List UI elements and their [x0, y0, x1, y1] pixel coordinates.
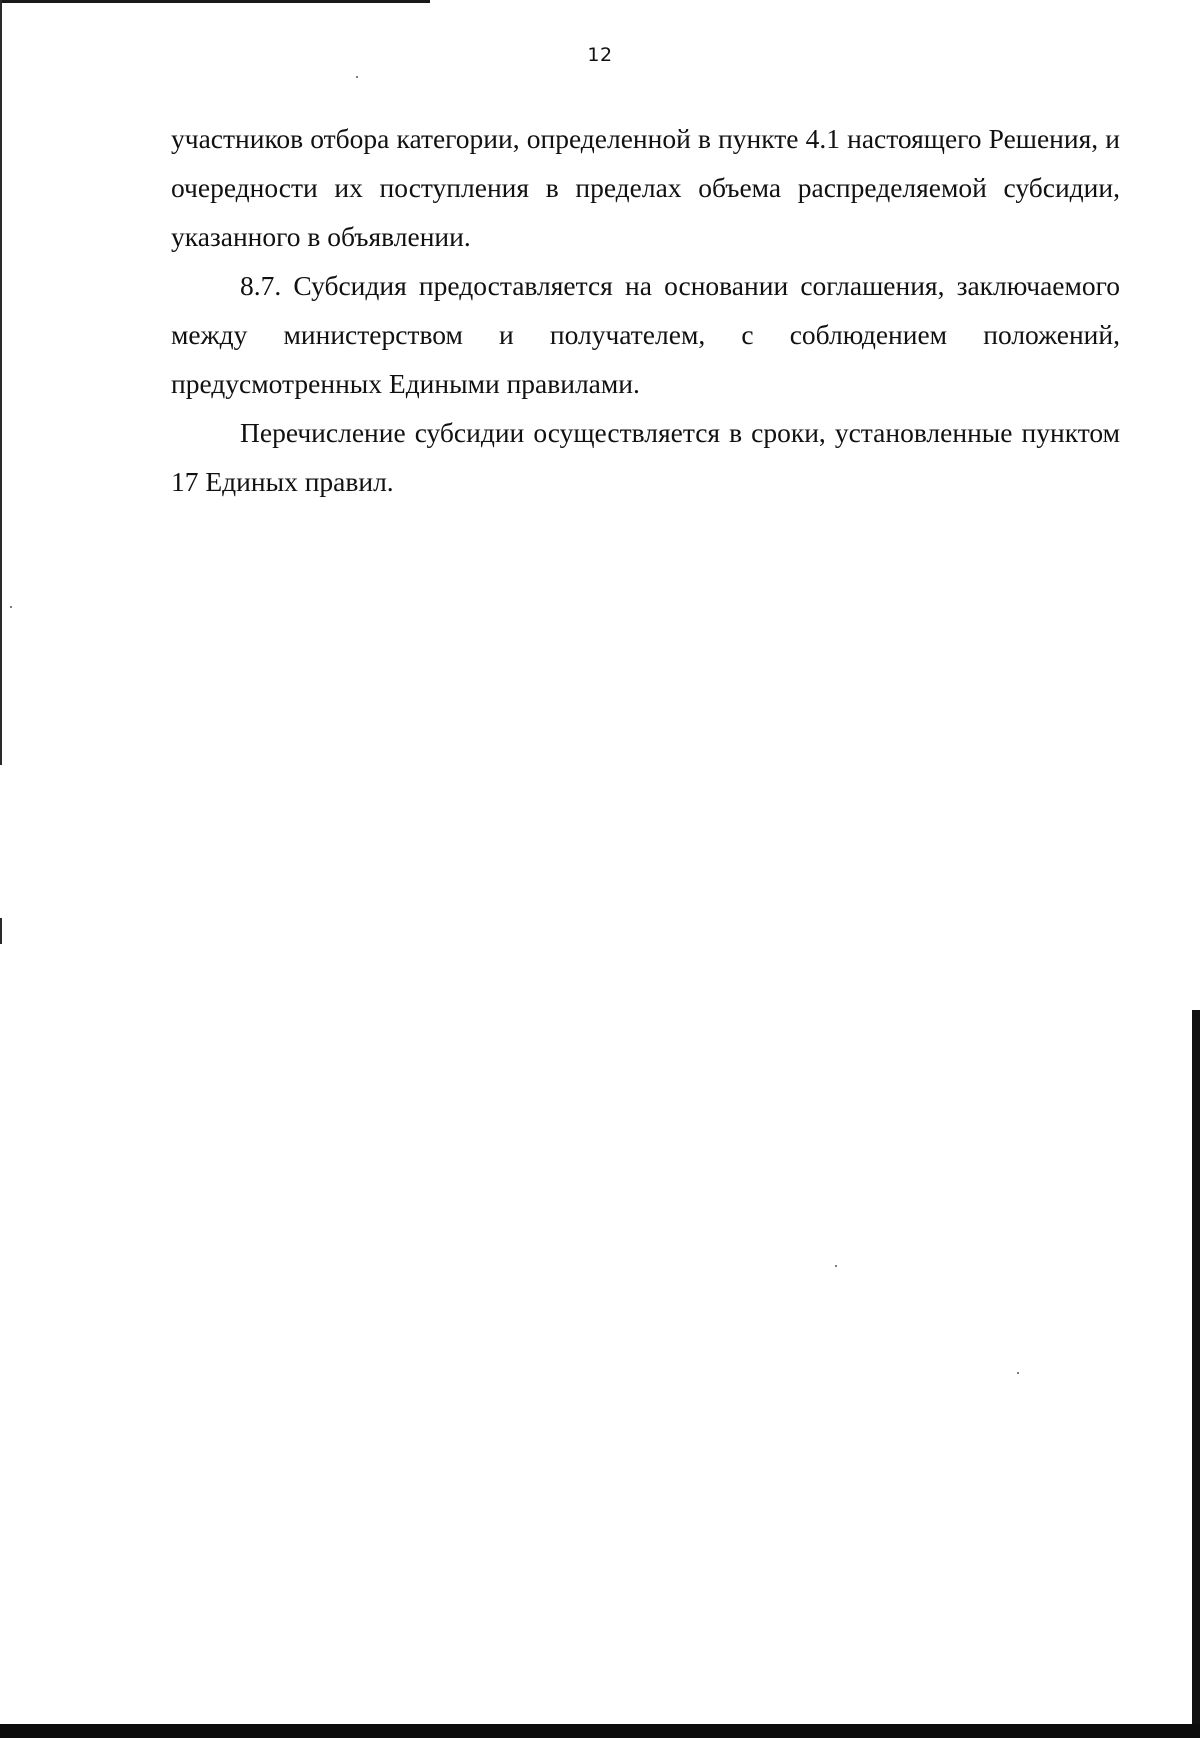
paragraph-8-7: 8.7. Субсидия предоставляется на основании соглашения, заключаемого между министерством и получателем, с соблюдением положений, предусмотренных Едиными правилами.	[171, 270, 1120, 399]
page-number: 12	[587, 44, 613, 66]
scan-speck	[835, 1265, 837, 1267]
document-body	[171, 114, 1120, 506]
scan-right-edge	[1184, 1010, 1200, 1738]
paragraph-continuation: участников отбора категории, определенной в пункте 4.1 настоящего Решения, и очередности их поступления в пределах объема распределяемой субсидии, указанного в объявлении.	[171, 123, 1120, 252]
scan-speck	[1017, 1372, 1019, 1374]
scan-left-edge-fragment	[0, 918, 2, 944]
scan-speck	[10, 606, 12, 608]
scan-left-edge	[0, 0, 2, 765]
scan-speck	[356, 76, 358, 78]
paragraph-transfer: Перечисление субсидии осуществляется в сроки, установленные пунктом 17 Единых правил.	[171, 417, 1120, 497]
scan-top-edge	[0, 0, 430, 3]
scan-bottom-edge	[0, 1724, 1200, 1738]
